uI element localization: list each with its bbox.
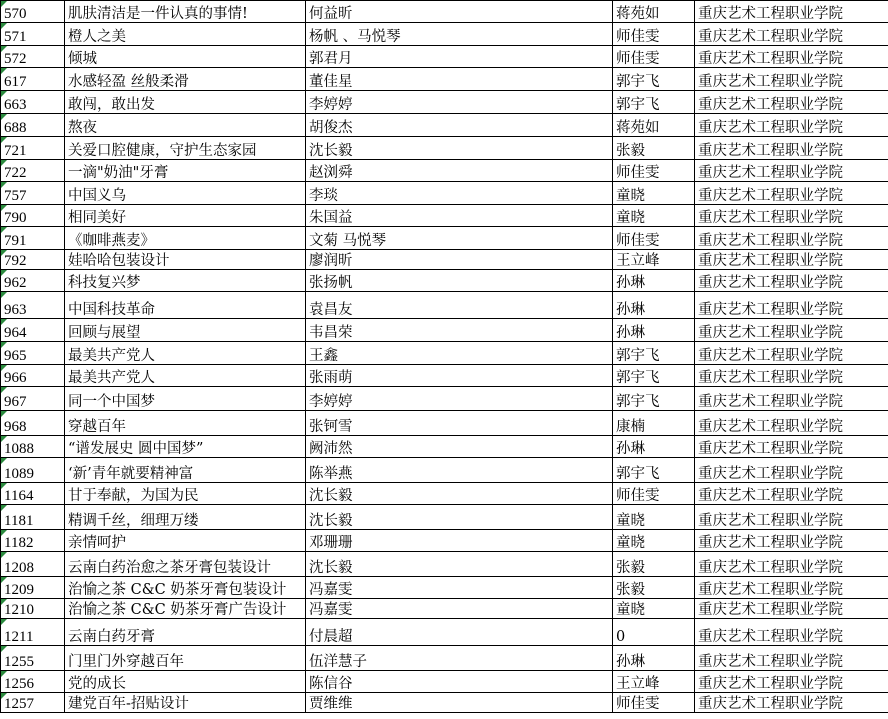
cell-id[interactable]: 1211: [1, 619, 65, 646]
cell-id[interactable]: 791: [1, 227, 65, 250]
cell-id[interactable]: 1182: [1, 530, 65, 552]
table-row[interactable]: [1, 552, 888, 577]
error-indicator-icon: [1, 365, 7, 371]
error-indicator-icon: [1, 619, 7, 625]
cell-title[interactable]: 关爱口腔健康，守护生态家园: [65, 137, 306, 160]
cell-id[interactable]: 1088: [1, 436, 65, 458]
error-indicator-icon: [1, 160, 7, 166]
cell-school[interactable]: 重庆艺术工程职业学院: [695, 182, 888, 205]
table-row[interactable]: [1, 619, 888, 646]
cell-author[interactable]: 沈长毅: [306, 137, 613, 160]
cell-school[interactable]: 重庆艺术工程职业学院: [695, 137, 888, 160]
cell-title[interactable]: 同一个中国梦: [65, 387, 306, 411]
cell-school[interactable]: 重庆艺术工程职业学院: [695, 671, 888, 693]
cell-id[interactable]: 967: [1, 387, 65, 411]
cell-school[interactable]: 重庆艺术工程职业学院: [695, 483, 888, 505]
cell-school[interactable]: 重庆艺术工程职业学院: [695, 160, 888, 182]
cell-advisor[interactable]: 师佳雯: [613, 46, 695, 68]
cell-id[interactable]: 1255: [1, 646, 65, 671]
table-body: [1, 1, 888, 713]
cell-id[interactable]: 570: [1, 1, 65, 23]
table-row[interactable]: [1, 160, 888, 182]
cell-author[interactable]: 赵浏舜: [306, 160, 613, 182]
cell-advisor[interactable]: 师佳雯: [613, 693, 695, 713]
cell-advisor[interactable]: 孙琳: [613, 436, 695, 458]
table-row[interactable]: [1, 599, 888, 619]
cell-title[interactable]: “谱发展史 圆中国梦”: [65, 436, 306, 458]
table-row[interactable]: [1, 319, 888, 342]
cell-advisor[interactable]: 张毅: [613, 552, 695, 577]
cell-advisor[interactable]: 师佳雯: [613, 23, 695, 46]
error-indicator-icon: [1, 342, 7, 348]
cell-advisor[interactable]: 师佳雯: [613, 483, 695, 505]
cell-id[interactable]: 1210: [1, 599, 65, 619]
cell-school[interactable]: 重庆艺术工程职业学院: [695, 23, 888, 46]
error-indicator-icon: [1, 458, 7, 464]
cell-title[interactable]: 敢闯，敢出发: [65, 91, 306, 114]
cell-author[interactable]: 阙沛然: [306, 436, 613, 458]
cell-author[interactable]: 李婷婷: [306, 91, 613, 114]
table-row[interactable]: [1, 114, 888, 137]
cell-advisor[interactable]: 郭宇飞: [613, 68, 695, 91]
cell-author[interactable]: 廖润昕: [306, 250, 613, 270]
table-row[interactable]: [1, 411, 888, 436]
cell-author[interactable]: 袁昌友: [306, 292, 613, 319]
error-indicator-icon: [1, 387, 7, 393]
error-indicator-icon: [1, 646, 7, 652]
cell-title[interactable]: 治愉之茶 C&C 奶茶牙膏包装设计: [65, 577, 306, 599]
table-row[interactable]: [1, 505, 888, 530]
cell-id[interactable]: 722: [1, 160, 65, 182]
cell-title[interactable]: 建党百年-招贴设计: [65, 693, 306, 713]
cell-advisor[interactable]: 童晓: [613, 205, 695, 227]
cell-advisor[interactable]: 孙琳: [613, 292, 695, 319]
cell-id[interactable]: 966: [1, 365, 65, 387]
cell-id[interactable]: 968: [1, 411, 65, 436]
cell-id[interactable]: 571: [1, 23, 65, 46]
cell-id[interactable]: 1256: [1, 671, 65, 693]
cell-title[interactable]: 甘于奉献，为国为民: [65, 483, 306, 505]
error-indicator-icon: [1, 46, 7, 52]
cell-school[interactable]: 重庆艺术工程职业学院: [695, 646, 888, 671]
table-row[interactable]: [1, 530, 888, 552]
error-indicator-icon: [1, 505, 7, 511]
error-indicator-icon: [1, 552, 7, 558]
cell-school[interactable]: 重庆艺术工程职业学院: [695, 387, 888, 411]
error-indicator-icon: [1, 182, 7, 188]
cell-advisor[interactable]: 0: [613, 619, 695, 646]
cell-author[interactable]: 伍洋慧子: [306, 646, 613, 671]
cell-school[interactable]: 重庆艺术工程职业学院: [695, 411, 888, 436]
cell-id[interactable]: 790: [1, 205, 65, 227]
table-row[interactable]: [1, 387, 888, 411]
error-indicator-icon: [1, 250, 7, 256]
cell-school[interactable]: 重庆艺术工程职业学院: [695, 505, 888, 530]
cell-title[interactable]: 《咖啡燕麦》: [65, 227, 306, 250]
cell-school[interactable]: 重庆艺术工程职业学院: [695, 577, 888, 599]
cell-advisor[interactable]: 王立峰: [613, 250, 695, 270]
cell-title[interactable]: 精调千丝，细理万缕: [65, 505, 306, 530]
error-indicator-icon: [1, 693, 7, 699]
table-row[interactable]: [1, 270, 888, 292]
cell-advisor[interactable]: 童晓: [613, 599, 695, 619]
cell-author[interactable]: 冯嘉雯: [306, 577, 613, 599]
error-indicator-icon: [1, 411, 7, 417]
table-row[interactable]: [1, 342, 888, 365]
table-row[interactable]: [1, 646, 888, 671]
cell-id[interactable]: 1257: [1, 693, 65, 713]
table-row[interactable]: [1, 365, 888, 387]
cell-id[interactable]: 1208: [1, 552, 65, 577]
cell-school[interactable]: 重庆艺术工程职业学院: [695, 250, 888, 270]
cell-title[interactable]: 倾城: [65, 46, 306, 68]
cell-id[interactable]: 964: [1, 319, 65, 342]
cell-author[interactable]: 朱国益: [306, 205, 613, 227]
cell-school[interactable]: 重庆艺术工程职业学院: [695, 270, 888, 292]
cell-id[interactable]: 1181: [1, 505, 65, 530]
cell-title[interactable]: 亲情呵护: [65, 530, 306, 552]
cell-author[interactable]: 陈信谷: [306, 671, 613, 693]
table-row[interactable]: [1, 292, 888, 319]
table-row[interactable]: [1, 671, 888, 693]
cell-title[interactable]: ‘新’青年就要精神富: [65, 458, 306, 483]
cell-advisor[interactable]: 蒋苑如: [613, 114, 695, 137]
cell-author[interactable]: 沈长毅: [306, 483, 613, 505]
cell-advisor[interactable]: 郭宇飞: [613, 91, 695, 114]
cell-title[interactable]: 一滴"奶油"牙膏: [65, 160, 306, 182]
cell-title[interactable]: 科技复兴梦: [65, 270, 306, 292]
error-indicator-icon: [1, 91, 7, 97]
cell-id[interactable]: 663: [1, 91, 65, 114]
cell-author[interactable]: 张钶雪: [306, 411, 613, 436]
error-indicator-icon: [1, 68, 7, 74]
table-row[interactable]: [1, 227, 888, 250]
cell-title[interactable]: 相同美好: [65, 205, 306, 227]
error-indicator-icon: [1, 270, 7, 276]
table-row[interactable]: [1, 23, 888, 46]
cell-advisor[interactable]: 康楠: [613, 411, 695, 436]
cell-author[interactable]: 董佳星: [306, 68, 613, 91]
cell-school[interactable]: 重庆艺术工程职业学院: [695, 552, 888, 577]
cell-title[interactable]: 中国义乌: [65, 182, 306, 205]
table-row[interactable]: [1, 250, 888, 270]
cell-author[interactable]: 付晨超: [306, 619, 613, 646]
error-indicator-icon: [1, 319, 7, 325]
cell-school[interactable]: 重庆艺术工程职业学院: [695, 68, 888, 91]
cell-title[interactable]: 中国科技革命: [65, 292, 306, 319]
cell-author[interactable]: 何益昕: [306, 1, 613, 23]
error-indicator-icon: [1, 137, 7, 143]
cell-id[interactable]: 1164: [1, 483, 65, 505]
error-indicator-icon: [1, 530, 7, 536]
table-row[interactable]: [1, 68, 888, 91]
cell-id[interactable]: 617: [1, 68, 65, 91]
cell-id[interactable]: 572: [1, 46, 65, 68]
cell-title[interactable]: 治愉之茶 C&C 奶茶牙膏广告设计: [65, 599, 306, 619]
table-row[interactable]: [1, 137, 888, 160]
error-indicator-icon: [1, 577, 7, 583]
table-row[interactable]: [1, 182, 888, 205]
error-indicator-icon: [1, 483, 7, 489]
cell-author[interactable]: 邓珊珊: [306, 530, 613, 552]
cell-id[interactable]: 688: [1, 114, 65, 137]
cell-school[interactable]: 重庆艺术工程职业学院: [695, 342, 888, 365]
cell-author[interactable]: 李婷婷: [306, 387, 613, 411]
cell-advisor[interactable]: 郭宇飞: [613, 342, 695, 365]
cell-school[interactable]: 重庆艺术工程职业学院: [695, 292, 888, 319]
cell-author[interactable]: 王鑫: [306, 342, 613, 365]
cell-author[interactable]: 杨帆 、马悦琴: [306, 23, 613, 46]
cell-title[interactable]: 云南白药牙膏: [65, 619, 306, 646]
error-indicator-icon: [1, 671, 7, 677]
cell-school[interactable]: 重庆艺术工程职业学院: [695, 114, 888, 137]
cell-author[interactable]: 张雨萌: [306, 365, 613, 387]
cell-advisor[interactable]: 童晓: [613, 505, 695, 530]
cell-id[interactable]: 1209: [1, 577, 65, 599]
cell-title[interactable]: 回顾与展望: [65, 319, 306, 342]
cell-title[interactable]: 娃哈哈包装设计: [65, 250, 306, 270]
table-row[interactable]: [1, 205, 888, 227]
cell-school[interactable]: 重庆艺术工程职业学院: [695, 693, 888, 713]
cell-school[interactable]: 重庆艺术工程职业学院: [695, 46, 888, 68]
cell-id[interactable]: 721: [1, 137, 65, 160]
cell-author[interactable]: 冯嘉雯: [306, 599, 613, 619]
cell-advisor[interactable]: 孙琳: [613, 319, 695, 342]
table-row[interactable]: [1, 91, 888, 114]
cell-advisor[interactable]: 孙琳: [613, 270, 695, 292]
cell-id[interactable]: 963: [1, 292, 65, 319]
cell-title[interactable]: 党的成长: [65, 671, 306, 693]
table-row[interactable]: [1, 46, 888, 68]
cell-author[interactable]: 郭君月: [306, 46, 613, 68]
cell-author[interactable]: 沈长毅: [306, 552, 613, 577]
cell-id[interactable]: 962: [1, 270, 65, 292]
error-indicator-icon: [1, 227, 7, 233]
cell-id[interactable]: 1089: [1, 458, 65, 483]
cell-advisor[interactable]: 张毅: [613, 137, 695, 160]
cell-school[interactable]: 重庆艺术工程职业学院: [695, 619, 888, 646]
cell-advisor[interactable]: 童晓: [613, 530, 695, 552]
cell-title[interactable]: 门里门外穿越百年: [65, 646, 306, 671]
cell-author[interactable]: 贾维维: [306, 693, 613, 713]
cell-title[interactable]: 云南白药治愈之茶牙膏包装设计: [65, 552, 306, 577]
cell-title[interactable]: 穿越百年: [65, 411, 306, 436]
table-row[interactable]: [1, 436, 888, 458]
cell-advisor[interactable]: 童晓: [613, 182, 695, 205]
cell-school[interactable]: 重庆艺术工程职业学院: [695, 319, 888, 342]
cell-school[interactable]: 重庆艺术工程职业学院: [695, 205, 888, 227]
error-indicator-icon: [1, 599, 7, 605]
cell-advisor[interactable]: 郭宇飞: [613, 458, 695, 483]
cell-advisor[interactable]: 师佳雯: [613, 227, 695, 250]
cell-title[interactable]: 最美共产党人: [65, 342, 306, 365]
cell-author[interactable]: 文菊 马悦琴: [306, 227, 613, 250]
cell-school[interactable]: 重庆艺术工程职业学院: [695, 1, 888, 23]
error-indicator-icon: [1, 436, 7, 442]
cell-school[interactable]: 重庆艺术工程职业学院: [695, 227, 888, 250]
cell-author[interactable]: 沈长毅: [306, 505, 613, 530]
table-row[interactable]: [1, 458, 888, 483]
cell-school[interactable]: 重庆艺术工程职业学院: [695, 458, 888, 483]
cell-advisor[interactable]: 孙琳: [613, 646, 695, 671]
error-indicator-icon: [1, 114, 7, 120]
cell-author[interactable]: 陈举燕: [306, 458, 613, 483]
table-row[interactable]: [1, 1, 888, 23]
cell-advisor[interactable]: 蒋苑如: [613, 1, 695, 23]
cell-school[interactable]: 重庆艺术工程职业学院: [695, 91, 888, 114]
cell-school[interactable]: 重庆艺术工程职业学院: [695, 365, 888, 387]
table-row[interactable]: [1, 577, 888, 599]
cell-author[interactable]: 张扬帆: [306, 270, 613, 292]
cell-id[interactable]: 792: [1, 250, 65, 270]
cell-author[interactable]: 胡俊杰: [306, 114, 613, 137]
cell-advisor[interactable]: 张毅: [613, 577, 695, 599]
cell-title[interactable]: 最美共产党人: [65, 365, 306, 387]
cell-title[interactable]: 肌肤清洁是一件认真的事情!: [65, 1, 306, 23]
cell-school[interactable]: 重庆艺术工程职业学院: [695, 436, 888, 458]
error-indicator-icon: [1, 23, 7, 29]
error-indicator-icon: [1, 1, 7, 7]
cell-school[interactable]: 重庆艺术工程职业学院: [695, 599, 888, 619]
cell-advisor[interactable]: 郭宇飞: [613, 365, 695, 387]
cell-title[interactable]: 橙人之美: [65, 23, 306, 46]
cell-id[interactable]: 965: [1, 342, 65, 365]
cell-title[interactable]: 水感轻盈 丝般柔滑: [65, 68, 306, 91]
error-indicator-icon: [1, 292, 7, 298]
cell-advisor[interactable]: 师佳雯: [613, 160, 695, 182]
cell-author[interactable]: 韦昌荣: [306, 319, 613, 342]
table-row[interactable]: [1, 483, 888, 505]
error-indicator-icon: [1, 205, 7, 211]
cell-author[interactable]: 李琰: [306, 182, 613, 205]
cell-advisor[interactable]: 郭宇飞: [613, 387, 695, 411]
cell-advisor[interactable]: 王立峰: [613, 671, 695, 693]
table-row[interactable]: [1, 693, 888, 713]
cell-school[interactable]: 重庆艺术工程职业学院: [695, 530, 888, 552]
cell-id[interactable]: 757: [1, 182, 65, 205]
cell-title[interactable]: 熬夜: [65, 114, 306, 137]
